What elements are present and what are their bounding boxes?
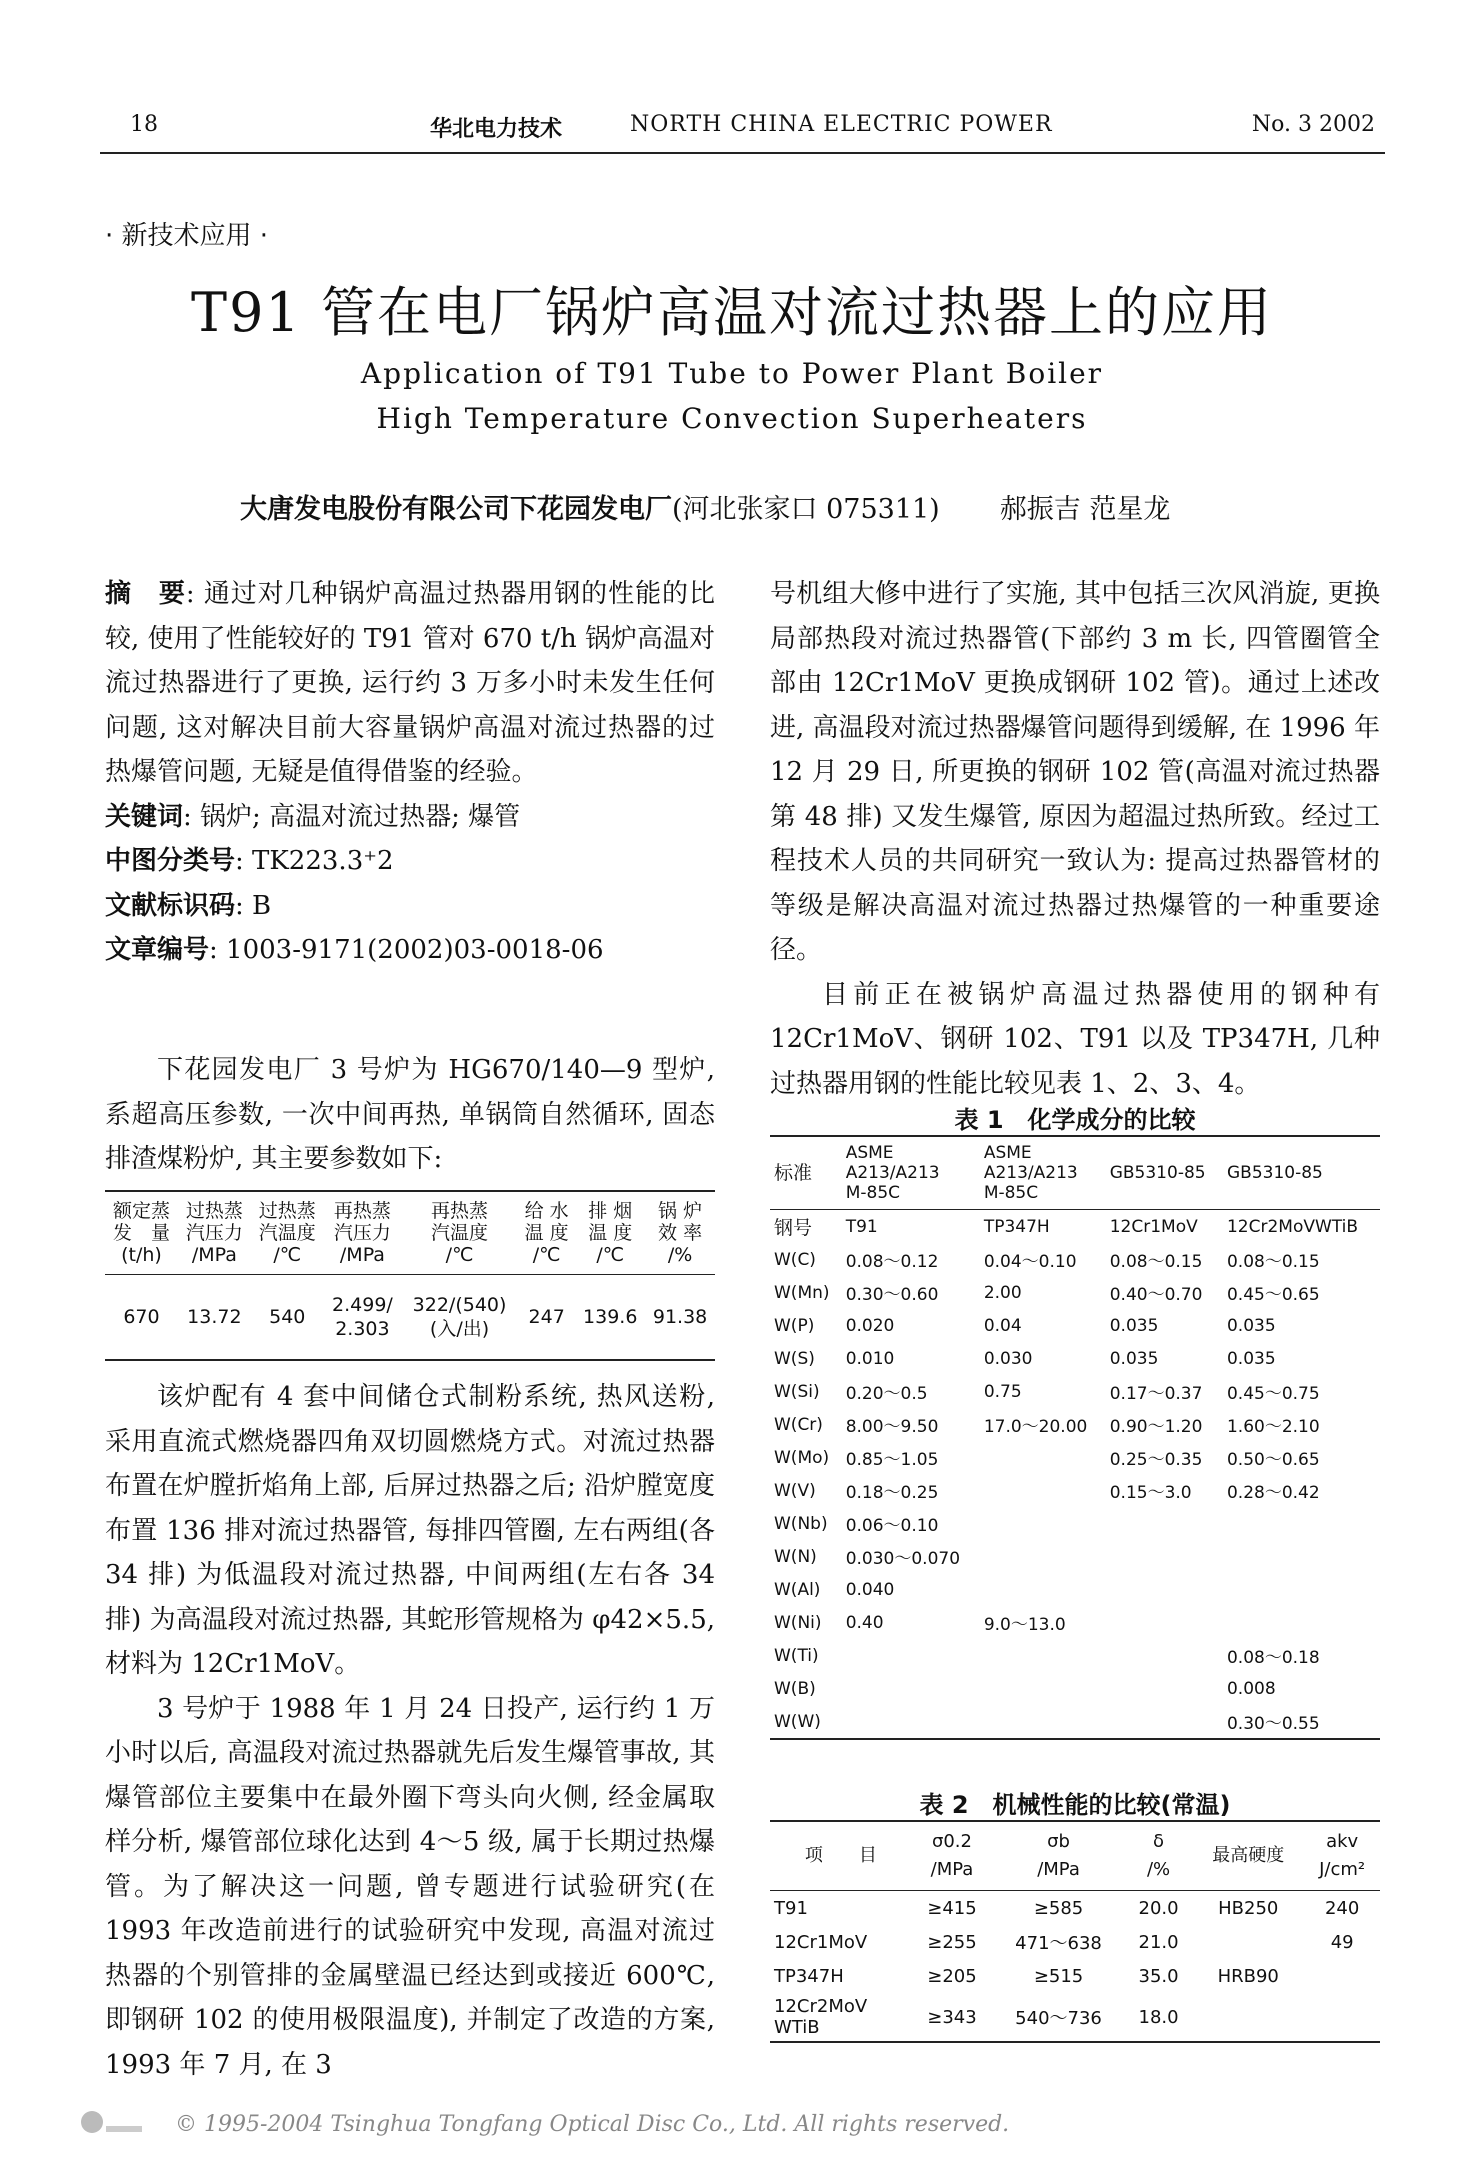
table-cell (1106, 1540, 1223, 1573)
table-cell (1304, 1993, 1380, 2042)
paragraph-text: 号机组大修中进行了实施, 其中包括三次风消旋, 更换局部热段对流过热器管(下部约 3 m 长, 四管圈管全部由 12Cr1MoV 更换成钢研 102 管)。通过上述改进, 高温段对流过热器爆管问题得到缓解, 在 1996 年 12 月 29 日, 所更换的钢研 102 管(高温对流过热器第 48 排) 又发生爆管, 原因为超温过热所致。经过工程技术人员的共同研究一致认为: 提高过热器管材的等级是解决高温对流过热器过热爆管的一种重要途径。 (770, 579, 1380, 965)
table-cell: 13.72 (187, 1306, 242, 1328)
table-cell (1223, 1606, 1380, 1639)
table-cell: 0.20～0.5 (845, 1384, 928, 1404)
header-cell: δ /% (1125, 1821, 1192, 1891)
table-cell: W(B) (774, 1678, 816, 1699)
table-row (770, 1309, 1380, 1342)
keywords (105, 795, 715, 840)
table-cell: 0.08～0.12 (845, 1252, 939, 1272)
table-row (770, 1606, 1380, 1639)
table-cell: 2.00 (983, 1282, 1022, 1303)
table-cell: 670 (123, 1306, 160, 1328)
paper-title: T91 管在电厂锅炉高温对流过热器上的应用 (191, 281, 1273, 344)
header-cell: ASME A213/A213 M-85C (980, 1136, 1106, 1210)
table-cell: W(Ti) (774, 1645, 819, 1666)
table-cell: 91.38 (652, 1306, 708, 1328)
table-row (770, 1639, 1380, 1672)
table-cell (1223, 1540, 1380, 1573)
table-cell (980, 1540, 1106, 1573)
author-line (240, 487, 1170, 526)
table-cell: 0.15～3.0 (1109, 1483, 1192, 1503)
table-cell: W(V) (774, 1480, 816, 1501)
table-row (770, 1507, 1380, 1540)
table-cell: 0.08～0.15 (1226, 1252, 1320, 1272)
table-header-row (770, 1136, 1380, 1210)
table-cell: 0.50～0.65 (1226, 1450, 1320, 1470)
table-cell: HRB90 (1217, 1965, 1279, 1987)
table-cell: T91 (774, 1897, 808, 1919)
table1-caption: 表 1 化学成分的比较 (954, 1106, 1196, 1134)
table-cell: W(Mo) (774, 1447, 830, 1468)
header-cell: 项 目 (770, 1821, 912, 1891)
table-cell (1192, 1993, 1304, 2042)
table-cell: 540 (269, 1306, 306, 1328)
header-cell: 排 烟 温 度 /℃ (575, 1191, 645, 1275)
left-paragraph-2 (105, 1375, 715, 2087)
article-no-text: : 1003-9171(2002)03-0018-06 (209, 935, 604, 965)
table-cell: TP347H (983, 1216, 1050, 1237)
table-cell: 12Cr2MoV WTiB (774, 1996, 868, 2038)
table-row (770, 1243, 1380, 1276)
table-cell: 35.0 (1138, 1965, 1179, 1987)
header-cell: 锅 炉 效 率 /% (645, 1191, 715, 1275)
table-row (770, 1959, 1380, 1993)
table-cell (980, 1474, 1106, 1507)
table-row (770, 1342, 1380, 1375)
table-cell: ≥205 (927, 1965, 977, 1987)
table-cell: W(S) (774, 1348, 815, 1369)
table-cell (1106, 1672, 1223, 1705)
table-cell: 0.035 (1226, 1315, 1276, 1336)
address: (河北张家口 075311) (672, 494, 940, 525)
table-cell: ≥515 (1033, 1965, 1084, 1987)
header-cell: σ0.2 /MPa (912, 1821, 992, 1891)
table-header-row (105, 1191, 715, 1275)
paper-title-en-line1: Application of T91 Tube to Power Plant Boiler (360, 357, 1104, 390)
table-cell: W(Si) (774, 1381, 820, 1402)
table-cell: 2.499/ 2.303 (332, 1294, 393, 1340)
header-cell: 再热蒸 汽温度 /℃ (401, 1191, 518, 1275)
table-cell: W(Nb) (774, 1513, 828, 1534)
journal-title-en: NORTH CHINA ELECTRIC POWER (630, 112, 1053, 137)
table-cell: 8.00～9.50 (845, 1417, 939, 1437)
keywords-text: : 锅炉; 高温对流过热器; 爆管 (183, 801, 521, 832)
table-row (770, 1573, 1380, 1606)
table-cell: W(P) (774, 1315, 815, 1336)
abstract (105, 572, 715, 795)
article-no-label: 文章编号 (105, 935, 210, 965)
table-row (770, 1276, 1380, 1309)
header-cell: 最高硬度 (1192, 1821, 1304, 1891)
abstract-text: : 通过对几种锅炉高温过热器用钢的性能的比较, 使用了性能较好的 T91 管对 670 t/h 锅炉高温对流过热器进行了更换, 运行约 3 万多小时未发生任何问题, 这对解决目前大容量锅炉高温对流过热器的过热爆管问题, 无疑是值得借鉴的经验。 (105, 579, 715, 787)
table-row (770, 1474, 1380, 1507)
left-column-top (105, 572, 715, 973)
table-cell: W(C) (774, 1249, 816, 1270)
table-cell (980, 1672, 1106, 1705)
table-cell (980, 1705, 1106, 1739)
header-cell: σb /MPa (992, 1821, 1125, 1891)
table-cell (980, 1507, 1106, 1540)
table-header-row (770, 1821, 1380, 1891)
table-cell: 0.04 (983, 1315, 1022, 1336)
table-cell (842, 1672, 980, 1705)
table-cell: 0.30～0.60 (845, 1285, 939, 1305)
article-number (105, 928, 715, 973)
table-cell (842, 1705, 980, 1739)
boiler-parameter-table (105, 1190, 715, 1361)
running-header (100, 112, 1385, 154)
left-paragraph-1 (105, 1048, 715, 1182)
table-cell (1304, 1959, 1380, 1993)
table-row (105, 1275, 715, 1361)
header-cell: ASME A213/A213 M-85C (842, 1136, 980, 1210)
table-row (770, 1408, 1380, 1441)
journal-title-cn: 华北电力技术 (430, 117, 563, 142)
table-cell: 0.30～0.55 (1226, 1714, 1320, 1734)
table-cell (1106, 1639, 1223, 1672)
table-cell: 0.17～0.37 (1109, 1384, 1203, 1404)
table-cell: 0.25～0.35 (1109, 1450, 1203, 1470)
table-cell: 1.60～2.10 (1226, 1417, 1320, 1437)
page-number: 18 (130, 112, 158, 137)
table-cell: 0.45～0.65 (1226, 1285, 1320, 1305)
table-cell: W(Cr) (774, 1414, 823, 1435)
table-cell: 0.035 (1109, 1315, 1159, 1336)
table-cell: 0.45～0.75 (1226, 1384, 1320, 1404)
table-cell: TP347H (774, 1965, 844, 1987)
table-cell: 0.75 (983, 1381, 1022, 1402)
clc-number (105, 839, 715, 884)
table-cell: 139.6 (583, 1306, 638, 1328)
chemical-composition-table (770, 1135, 1380, 1740)
table-cell: 17.0～20.00 (983, 1417, 1088, 1437)
table-cell (1106, 1705, 1223, 1739)
table-cell: 471～638 (1015, 1933, 1102, 1954)
copyright-footer: © 1995-2004 Tsinghua Tongfang Optical Disc Co., Ltd. All rights reserved. (175, 2112, 1010, 2137)
table-row (770, 1672, 1380, 1705)
paragraph-text: 目前正在被锅炉高温过热器使用的钢种有 12Cr1MoV、钢研 102、T91 以及 TP347H, 几种过热器用钢的性能比较见表 1、2、3、4。 (770, 979, 1380, 1099)
table-cell: ≥255 (927, 1931, 977, 1953)
header-cell: 给 水 温 度 /℃ (518, 1191, 575, 1275)
keywords-label: 关键词 (105, 801, 184, 832)
table-cell: 0.08～0.15 (1109, 1252, 1203, 1272)
table-cell: 0.40～0.70 (1109, 1285, 1203, 1305)
doc-code-text: : B (235, 890, 272, 921)
table2-caption: 表 2 机械性能的比较(常温) (919, 1791, 1231, 1819)
abstract-label: 摘 要 (105, 579, 186, 609)
table-cell (980, 1573, 1106, 1606)
table-row (770, 1993, 1380, 2042)
document-code (105, 884, 715, 929)
table-row (770, 1925, 1380, 1959)
clc-text: : TK223.3⁺2 (235, 846, 394, 876)
paragraph-text: 3 号炉于 1988 年 1 月 24 日投产, 运行约 1 万小时以后, 高温段对流过热器就先后发生爆管事故, 其爆管部位主要集中在最外圈下弯头向火侧, 经金属取样分析, 爆管部位球化达到 4～5 级, 属于长期过热爆管。为了解决这一问题, 曾专题进行试验研究(在 1993 年改造前进行的试验研究中发现, 高温对流过热器的个别管排的金属壁温已经达到或接近 600℃, 即钢研 102 的使用极限温度), 并制定了改造的方案, 1993 年 7 月, 在 3 (105, 1693, 715, 2080)
table-row (770, 1375, 1380, 1408)
table-cell: 0.030 (983, 1348, 1033, 1369)
table-row (770, 1705, 1380, 1739)
table-cell: 0.85～1.05 (845, 1450, 939, 1470)
table-cell: 0.06～0.10 (845, 1516, 939, 1536)
table-cell (842, 1639, 980, 1672)
table-row (770, 1210, 1380, 1244)
table-cell: 0.035 (1109, 1348, 1159, 1369)
table-cell (1192, 1925, 1304, 1959)
table-cell: 9.0～13.0 (983, 1615, 1066, 1635)
table-cell: W(N) (774, 1546, 817, 1567)
header-cell: GB5310-85 (1223, 1136, 1380, 1210)
table-cell: HB250 (1218, 1897, 1279, 1919)
table-cell (1106, 1507, 1223, 1540)
paragraph-text: 下花园发电厂 3 号炉为 HG670/140—9 型炉, 系超高压参数, 一次中间再热, 单锅筒自然循环, 固态排渣煤粉炉, 其主要参数如下: (105, 1055, 715, 1174)
table-cell: 0.18～0.25 (845, 1483, 939, 1503)
table-cell (980, 1441, 1106, 1474)
table-row (770, 1891, 1380, 1926)
header-cell: 再热蒸 汽压力 /MPa (324, 1191, 401, 1275)
table-cell: ≥415 (927, 1897, 977, 1919)
issue-number: No. 3 2002 (1251, 112, 1375, 137)
affiliation: 大唐发电股份有限公司下花园发电厂 (240, 494, 672, 525)
header-cell: 过热蒸 汽压力 /MPa (178, 1191, 251, 1275)
table-cell: 540～736 (1015, 2008, 1102, 2029)
table-cell (1223, 1507, 1380, 1540)
header-cell: 过热蒸 汽温度 /℃ (251, 1191, 324, 1275)
table-cell: 0.40 (845, 1612, 884, 1633)
table-cell: W(W) (774, 1711, 821, 1732)
table-cell: ≥585 (1033, 1897, 1084, 1919)
table-cell: 钢号 (774, 1217, 813, 1239)
doc-code-label: 文献标识码 (105, 890, 236, 921)
clc-label: 中图分类号 (105, 846, 236, 876)
table-cell: 0.020 (845, 1315, 895, 1336)
paper-title-en-line2: High Temperature Convection Superheaters (376, 402, 1088, 435)
table-cell: 247 (528, 1306, 565, 1328)
table-cell: 12Cr1MoV (1109, 1216, 1198, 1237)
table-row (770, 1441, 1380, 1474)
table-cell: W(Mn) (774, 1282, 830, 1303)
table-cell: 21.0 (1138, 1931, 1179, 1953)
table-cell: 0.040 (845, 1579, 895, 1600)
table-cell: 20.0 (1138, 1897, 1179, 1919)
table-cell: 18.0 (1138, 2006, 1179, 2028)
table-row (770, 1540, 1380, 1573)
table-cell: 12Cr2MoVWTiB (1226, 1216, 1359, 1237)
table-cell (1106, 1573, 1223, 1606)
table-cell (1106, 1606, 1223, 1639)
table-cell: 49 (1330, 1931, 1354, 1953)
table-cell: W(Ni) (774, 1612, 822, 1633)
table-cell: 0.010 (845, 1348, 895, 1369)
right-column-text (770, 572, 1380, 1106)
table-cell: 0.008 (1226, 1678, 1276, 1699)
paragraph-text: 该炉配有 4 套中间储仓式制粉系统, 热风送粉, 采用直流式燃烧器四角双切圆燃烧方式。对流过热器布置在炉膛折焰角上部, 后屏过热器之后; 沿炉膛宽度布置 136 排对流过热器管, 每排四管圈, 左右两组(各 34 排) 为低温段对流过热器, 中间两组(左右各 34 排) 为高温段对流过热器, 其蛇形管规格为 φ42×5.5, 材料为 12Cr1MoV。 (105, 1382, 715, 1679)
table-cell: 12Cr1MoV (774, 1931, 868, 1953)
table-cell: 0.28～0.42 (1226, 1483, 1320, 1503)
table-cell: 322/(540) (入/出) (412, 1294, 507, 1340)
table-cell: 0.035 (1226, 1348, 1276, 1369)
table-cell: W(Al) (774, 1579, 821, 1600)
header-cell: 额定蒸 发 量 (t/h) (105, 1191, 178, 1275)
table-cell (980, 1639, 1106, 1672)
section-label: · 新技术应用 · (105, 221, 269, 251)
author-names: 郝振吉 范星龙 (999, 494, 1171, 525)
cnki-logo-icon (78, 2108, 144, 2138)
table-cell: 240 (1324, 1897, 1360, 1919)
table-cell: 0.90～1.20 (1109, 1417, 1203, 1437)
table-cell: 0.04～0.10 (983, 1252, 1077, 1272)
mechanical-property-table (770, 1820, 1380, 2043)
table-cell (1223, 1573, 1380, 1606)
table-cell: 0.030～0.070 (845, 1549, 961, 1569)
table-cell: T91 (845, 1216, 878, 1237)
header-cell: 标准 (770, 1136, 842, 1210)
table-cell: 0.08～0.18 (1226, 1648, 1320, 1668)
table-cell: ≥343 (927, 2006, 977, 2028)
header-cell: GB5310-85 (1106, 1136, 1223, 1210)
header-cell: akv J/cm² (1304, 1821, 1380, 1891)
